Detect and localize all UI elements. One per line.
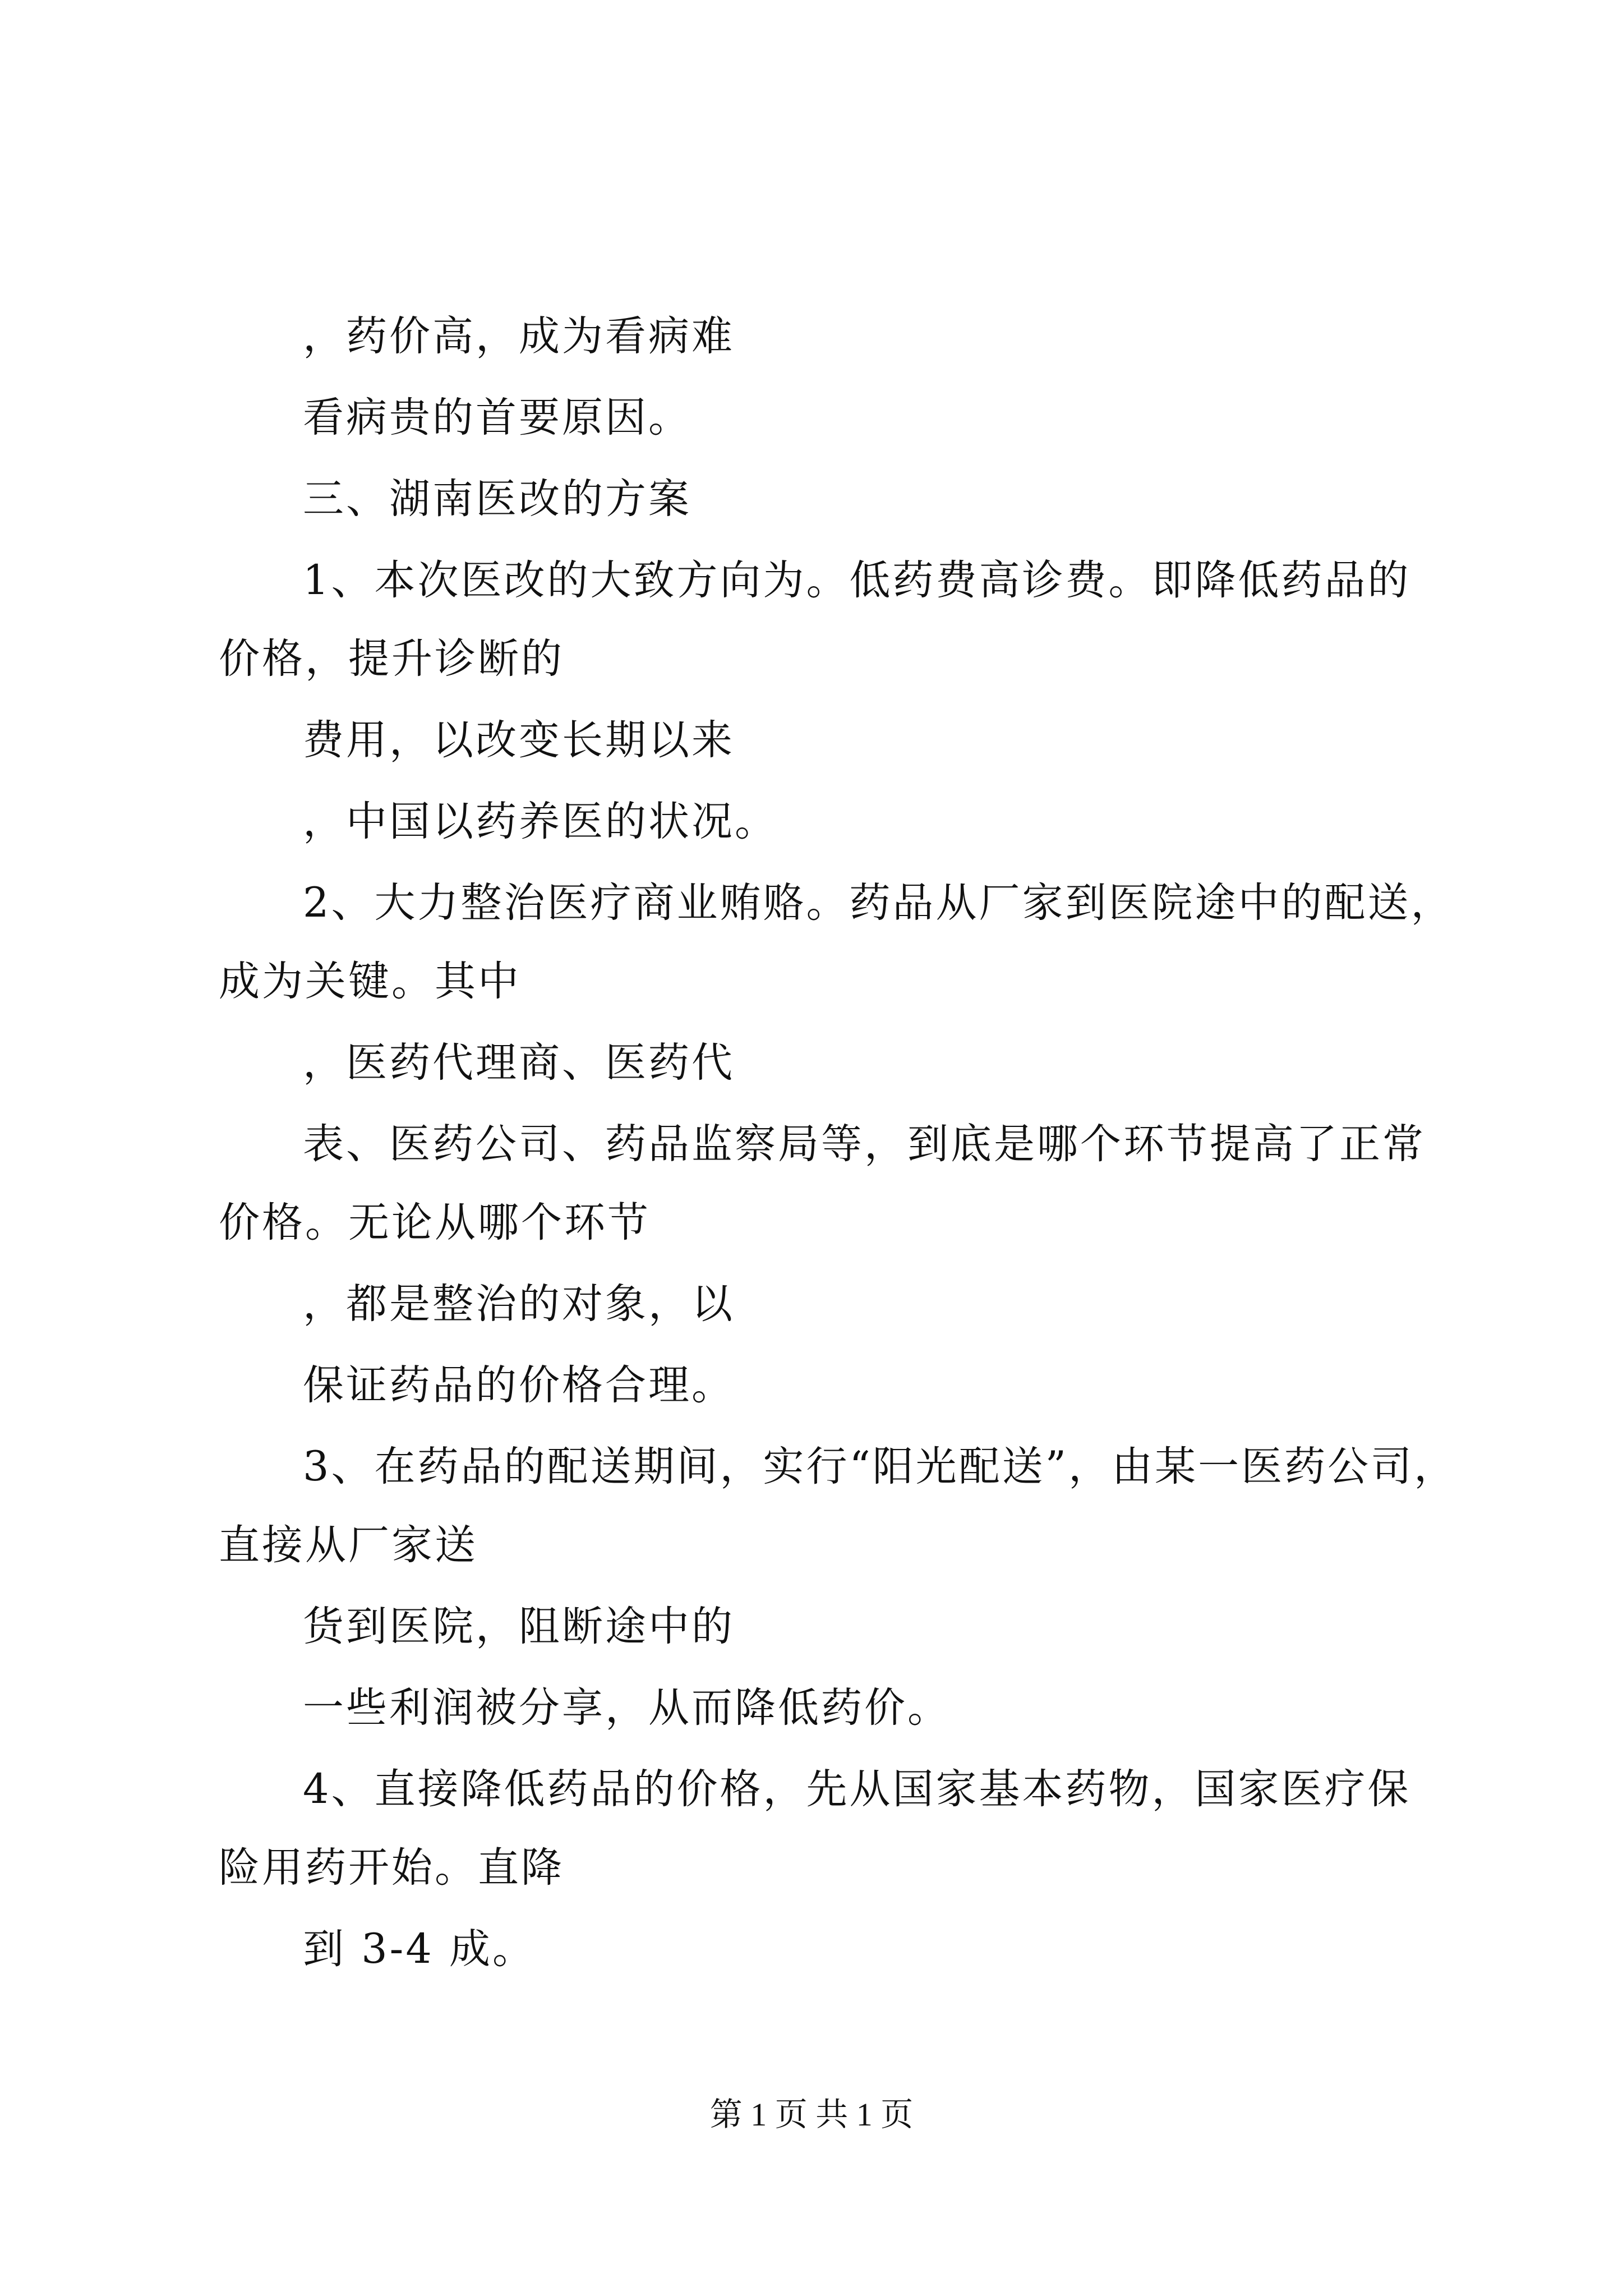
text-line: 1、本次医改的大致方向为。低药费高诊费。即降低药品的 — [303, 556, 1411, 604]
text-line: 看病贵的首要原因。 — [303, 394, 691, 441]
text-line: 成为关键。其中 — [219, 958, 521, 1005]
text-line: 4、直接降低药品的价格，先从国家基本药物，国家医疗保 — [303, 1765, 1411, 1813]
page-footer — [0, 2095, 1623, 2134]
text-line: 险用药开始。直降 — [219, 1844, 564, 1892]
text-line: 表、医药公司、药品监察局等，到底是哪个环节提高了正常 — [303, 1120, 1426, 1168]
text-line: 费用，以改变长期以来 — [303, 716, 735, 764]
text-line: 价格。无论从哪个环节 — [219, 1199, 651, 1246]
text-line: 保证药品的价格合理。 — [303, 1361, 735, 1409]
text-line: 3、在药品的配送期间，实行“阳光配送”，由某一医药公司， — [303, 1443, 1458, 1490]
text-line: 直接从厂家送 — [219, 1521, 478, 1569]
text-line: ，药价高，成为看病难 — [303, 312, 735, 360]
section-heading: 三、湖南医改的方案 — [303, 475, 691, 523]
text-line: 一些利润被分享，从而降低药价。 — [303, 1684, 951, 1732]
page-number: 第 1 页 共 1 页 — [709, 2096, 914, 2133]
text-line: 到 3-4 成。 — [303, 1925, 536, 1973]
text-line: 2、大力整治医疗商业贿赂。药品从厂家到医院途中的配送， — [303, 879, 1454, 927]
text-line: 货到医院，阻断途中的 — [303, 1603, 735, 1650]
text-line: ，医药代理商、医药代 — [303, 1039, 735, 1087]
text-line: ，中国以药养医的状况。 — [303, 798, 778, 845]
text-line: ，都是整治的对象，以 — [303, 1280, 735, 1328]
text-line: 价格，提升诊断的 — [219, 635, 564, 683]
